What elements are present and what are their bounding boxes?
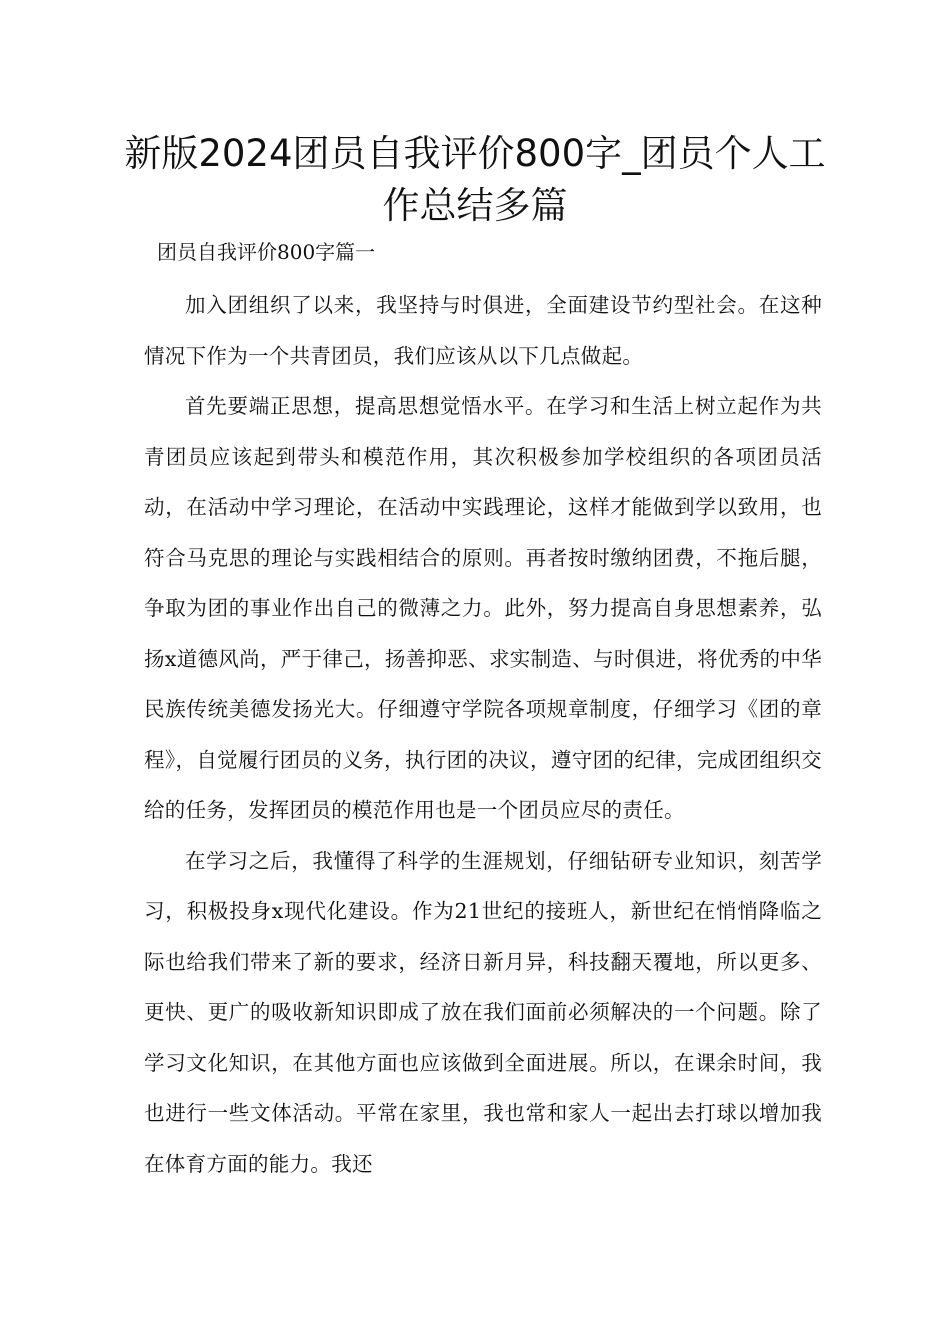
paragraph: 首先要端正思想，提高思想觉悟水平。在学习和生活上树立起作为共青团员应该起到带头和模范作用，其次积极参加学校组织的各项团员活动，在活动中学习理论，在活动中实践理论，这样才能做到学以致用，也符合马克思的理论与实践相结合的原则。再者按时缴纳团费，不拖后腿，争取为团的事业作出自己的微薄之力。此外，努力提高自身思想素养，弘扬x道德风尚，严于律己，扬善抑恶、求实制造、与时俱进，将优秀的中华民族传统美德发扬光大。仔细遵守学院各项规章制度，仔细学习《团的章程》，自觉履行团员的义务，执行团的决议，遵守团的纪律，完成团组织交给的任务，发挥团员的模范作用也是一个团员应尽的责任。 (144, 394, 822, 822)
document-body (144, 280, 822, 1189)
section-heading: 团员自我评价800字篇一 (157, 240, 376, 264)
paragraph: 在学习之后，我懂得了科学的生涯规划，仔细钻研专业知识，刻苦学习，积极投身x现代化建设。作为21世纪的接班人，新世纪在悄悄降临之际也给我们带来了新的要求，经济日新月异，科技翻天覆地，所以更多、更快、更广的吸收新知识即成了放在我们面前必须解决的一个问题。除了学习文化知识，在其他方面也应该做到全面进展。所以，在课余时间，我也进行一些文体活动。平常在家里，我也常和家人一起出去打球以增加我在体育方面的能力。我还 (144, 848, 822, 1176)
paragraph: 加入团组织了以来，我坚持与时俱进，全面建设节约型社会。在这种情况下作为一个共青团员，我们应该从以下几点做起。 (144, 293, 822, 368)
document-title: 新版2024团员自我评价800字_团员个人工作总结多篇 (124, 132, 826, 227)
